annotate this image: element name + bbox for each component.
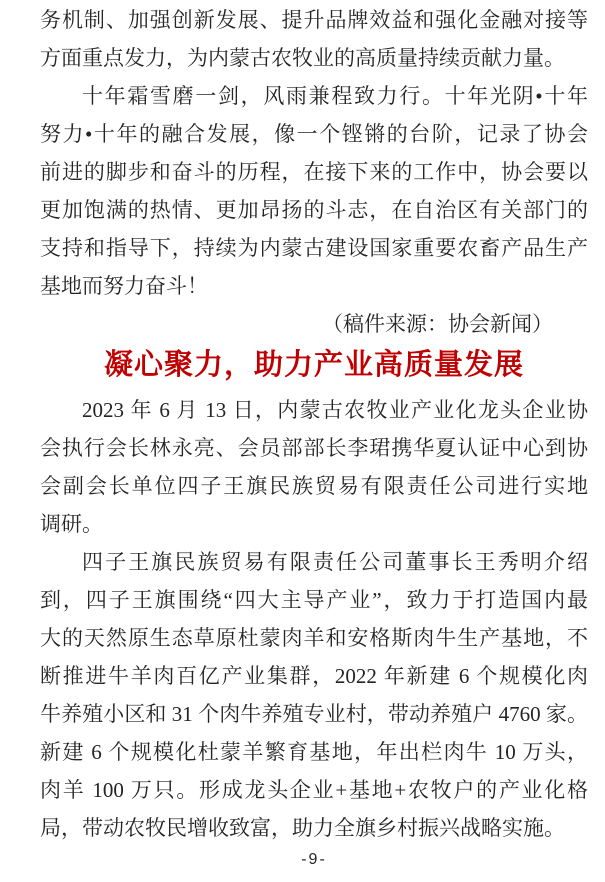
text-line: 四子王旗民族贸易有限责任公司董事长王秀明介绍 (82, 550, 588, 574)
text-line: 基地而努力奋斗！ (40, 274, 208, 298)
text-line: 调研。 (40, 512, 103, 536)
text-line: 会执行会长林永亮、会员部部长李珺携华夏认证中心到协 (40, 436, 588, 460)
text-line: 断推进牛羊肉百亿产业集群，2022 年新建 6 个规模化肉 (40, 664, 588, 688)
text-line: 支持和指导下，持续为内蒙古建设国家重要农畜产品生产 (40, 236, 588, 260)
text-line: 2023 年 6 月 13 日，内蒙古农牧业产业化龙头企业协 (82, 398, 588, 422)
text-line: 局，带动农牧民增收致富，助力全旗乡村振兴战略实施。 (40, 816, 565, 840)
page-number: -9- (301, 851, 327, 868)
text-line: 前进的脚步和奋斗的历程，在接下来的工作中，协会要以 (40, 160, 588, 184)
text-line: 务机制、加强创新发展、提升品牌效益和强化金融对接等 (40, 8, 588, 32)
text-line: 十年霜雪磨一剑，风雨兼程致力行。十年光阴•十年 (82, 84, 588, 108)
text-line: 会副会长单位四子王旗民族贸易有限责任公司进行实地 (40, 474, 588, 498)
document-body (40, 1, 588, 847)
text-line: 肉羊 100 万只。形成龙头企业+基地+农牧户的产业化格 (40, 778, 588, 802)
text-line: 大的天然原生态草原杜蒙肉羊和安格斯肉牛生产基地，不 (40, 626, 588, 650)
text-line: 新建 6 个规模化杜蒙羊繁育基地，年出栏肉牛 10 万头， (40, 740, 588, 764)
text-line: 更加饱满的热情、更加昂扬的斗志，在自治区有关部门的 (40, 198, 588, 222)
text-line: 方面重点发力，为内蒙古农牧业的高质量持续贡献力量。 (40, 46, 565, 70)
source-attribution-line: （稿件来源：协会新闻） (322, 312, 553, 336)
text-line: 努力•十年的融合发展，像一个铿锵的台阶，记录了协会 (40, 122, 588, 146)
text-line: 牛养殖小区和 31 个肉牛养殖专业村，带动养殖户 4760 家。 (40, 702, 588, 726)
article-title: 凝心聚力，助力产业高质量发展 (103, 349, 524, 381)
text-line: 到，四子王旗围绕“四大主导产业”，致力于打造国内最 (40, 588, 588, 612)
